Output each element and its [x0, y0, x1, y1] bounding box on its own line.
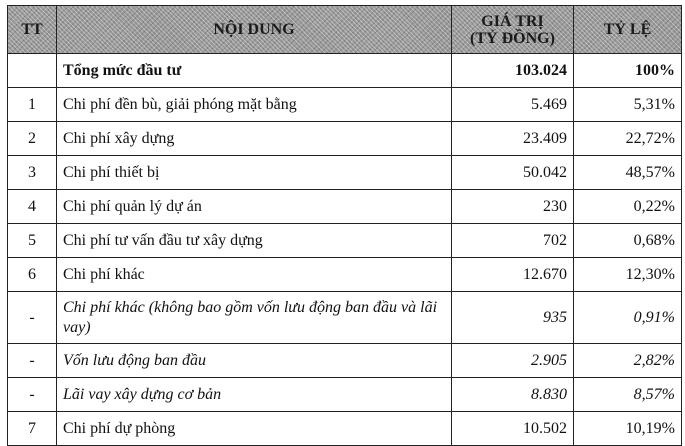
row-value: 23.409	[452, 122, 574, 156]
table-row	[8, 292, 682, 344]
row-ratio: 8,57%	[574, 378, 682, 412]
row-tt: -	[8, 378, 57, 412]
row-tt: -	[8, 292, 57, 344]
row-value: 10.502	[452, 412, 574, 446]
table-row	[8, 412, 682, 446]
header-ratio: TỶ LỆ	[574, 6, 682, 54]
row-tt: 4	[8, 190, 57, 224]
row-tt: 7	[8, 412, 57, 446]
table-row	[8, 190, 682, 224]
row-ratio: 0,22%	[574, 190, 682, 224]
investment-table	[7, 5, 682, 446]
table-row	[8, 122, 682, 156]
table-row	[8, 258, 682, 292]
total-tt	[8, 54, 57, 88]
row-ratio: 12,30%	[574, 258, 682, 292]
row-ratio: 22,72%	[574, 122, 682, 156]
table-row	[8, 378, 682, 412]
row-ratio: 5,31%	[574, 88, 682, 122]
row-ratio: 48,57%	[574, 156, 682, 190]
header-value-line1: GIÁ TRỊ	[481, 12, 544, 30]
header-row	[8, 6, 682, 54]
row-value: 935	[452, 292, 574, 344]
row-value: 12.670	[452, 258, 574, 292]
row-label: Chi phí đền bù, giải phóng mặt bằng	[57, 88, 452, 122]
row-tt: 2	[8, 122, 57, 156]
row-label: Chi phí xây dựng	[57, 122, 452, 156]
row-value: 702	[452, 224, 574, 258]
header-value-line2: (TỶ ĐỒNG)	[470, 29, 555, 47]
row-label: Chi phí quản lý dự án	[57, 190, 452, 224]
row-ratio: 0,68%	[574, 224, 682, 258]
table-row	[8, 344, 682, 378]
row-tt: 3	[8, 156, 57, 190]
row-tt: 6	[8, 258, 57, 292]
total-label: Tổng mức đầu tư	[57, 54, 452, 88]
row-value: 5.469	[452, 88, 574, 122]
row-label: Chi phí tư vấn đầu tư xây dựng	[57, 224, 452, 258]
row-value: 2.905	[452, 344, 574, 378]
row-label: Vốn lưu động ban đầu	[57, 344, 452, 378]
table-row	[8, 224, 682, 258]
row-label: Chi phí thiết bị	[57, 156, 452, 190]
header-content: NỘI DUNG	[57, 6, 452, 54]
row-tt: -	[8, 344, 57, 378]
row-ratio: 2,82%	[574, 344, 682, 378]
table-row	[8, 156, 682, 190]
row-label: Chi phí khác	[57, 258, 452, 292]
row-label: Chi phí dự phòng	[57, 412, 452, 446]
row-value: 8.830	[452, 378, 574, 412]
row-ratio: 0,91%	[574, 292, 682, 344]
header-tt: TT	[8, 6, 57, 54]
table-row	[8, 88, 682, 122]
total-ratio: 100%	[574, 54, 682, 88]
row-ratio: 10,19%	[574, 412, 682, 446]
row-value: 230	[452, 190, 574, 224]
row-label: Lãi vay xây dựng cơ bản	[57, 378, 452, 412]
row-label: Chi phí khác (không bao gồm vốn lưu động ban đầu và lãi vay)	[57, 292, 452, 344]
total-row	[8, 54, 682, 88]
row-tt: 5	[8, 224, 57, 258]
row-value: 50.042	[452, 156, 574, 190]
header-value	[452, 6, 574, 54]
total-value: 103.024	[452, 54, 574, 88]
row-tt: 1	[8, 88, 57, 122]
